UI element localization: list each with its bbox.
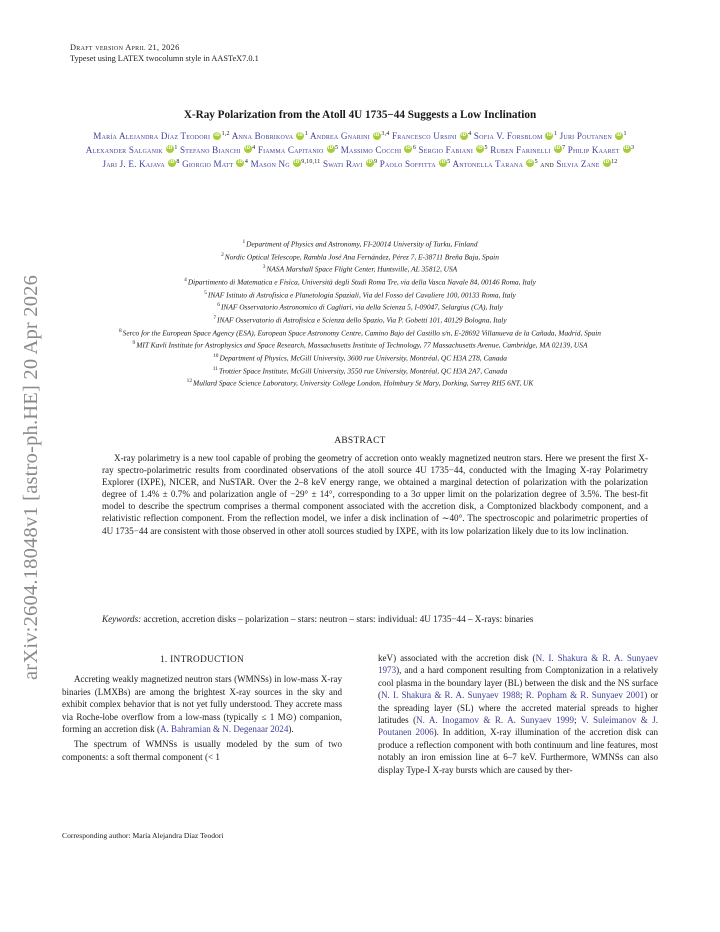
- keywords: [102, 613, 702, 625]
- orcid-icon[interactable]: [476, 145, 484, 153]
- orcid-icon[interactable]: [460, 132, 468, 140]
- author-affiliation-marker: 9: [374, 158, 378, 165]
- orcid-icon[interactable]: [623, 145, 631, 153]
- author-name[interactable]: Paolo Soffitta iD $^5$: [380, 159, 451, 169]
- orcid-icon[interactable]: [236, 159, 244, 167]
- author-name[interactable]: Antonella Tarana iD $^5$: [452, 159, 537, 169]
- citation-link[interactable]: R. Popham & R. Sunyaev 2001: [525, 690, 645, 701]
- orcid-icon[interactable]: [244, 145, 252, 153]
- author-name[interactable]: Fiamma Capitanio iD $^5$: [258, 145, 338, 155]
- affiliation: $^3$NASA Marshall Space Flight Center, Huntsville, AL 35812, USA: [262, 264, 458, 274]
- citation-link[interactable]: N. I. Shakura & R. A. Sunyaev 1973: [378, 653, 658, 676]
- author-name[interactable]: Swati Ravi iD $^9$: [323, 159, 377, 169]
- orcid-icon[interactable]: [439, 159, 447, 167]
- affiliation: $^4$Dipartimento di Matematica e Fisica, Università degli Studi Roma Tre, via della Vasca Navale 84, 00146 Roma, Italy: [184, 277, 536, 287]
- typeset-note: Typeset using LATEX twocolumn style in AASTeX7.0.1: [70, 54, 259, 63]
- author-affiliation-marker: 4: [244, 158, 249, 165]
- citation-link[interactable]: N. I. Shakura & R. A. Sunyaev 1988: [381, 690, 520, 701]
- affiliation: $^{12}$Mullard Space Science Laboratory, University College London, Holmbury St Mary, Dorking, Surrey RH5 6NT, UK: [186, 378, 534, 388]
- affiliation: $^6$INAF Osservatorio Astronomico di Cagliari, via della Scienza 5, I-09047, Selargius (CA), Italy: [217, 302, 503, 312]
- author-affiliation-marker: 5: [484, 144, 488, 151]
- arxiv-identifier[interactable]: arXiv:2604.18048v1 [astro-ph.HE] 20 Apr 2026: [20, 274, 42, 680]
- corresponding-author: Corresponding author: María Alejandra Díaz Teodori: [62, 831, 224, 840]
- intro-paragraph-2: The spectrum of WMNSs is usually modeled by the sum of two components: a soft thermal component (< 1: [62, 739, 342, 762]
- author-affiliation-marker: 6: [412, 144, 417, 151]
- orcid-icon[interactable]: [293, 159, 301, 167]
- author-affiliation-marker: 4: [252, 144, 256, 151]
- orcid-icon[interactable]: [615, 132, 623, 140]
- left-column: [62, 652, 342, 766]
- draft-version: Draft version April 21, 2026: [70, 43, 180, 52]
- author-name[interactable]: Sofia V. Forsblom iD $^1$: [474, 131, 557, 141]
- author-name[interactable]: María Alejandra Díaz Teodori iD $^{1,2}$: [93, 131, 229, 141]
- orcid-icon[interactable]: [373, 132, 381, 140]
- author-name[interactable]: Sergio Fabiani iD $^5$: [419, 145, 488, 155]
- orcid-icon[interactable]: [296, 132, 304, 140]
- orcid-icon[interactable]: [213, 132, 221, 140]
- orcid-icon[interactable]: [166, 145, 174, 153]
- author-name[interactable]: Francesco Ursini iD $^4$: [392, 131, 471, 141]
- author-name[interactable]: Silvia Zane iD $^{12}$: [556, 159, 617, 169]
- author-affiliation-marker: 9,10,11: [301, 158, 321, 165]
- author-name[interactable]: Juri Poutanen iD $^1$: [560, 131, 627, 141]
- author-affiliation-marker: 3: [631, 144, 635, 151]
- affiliation: $^1$Department of Physics and Astronomy, FI-20014 University of Turku, Finland: [242, 239, 478, 249]
- author-affiliation-marker: 4: [468, 131, 472, 137]
- author-name[interactable]: Anna Bobrikova iD $^1$: [232, 131, 308, 141]
- intro-paragraph-1: Accreting weakly magnetized neutron stars (WMNSs) in low-mass X-ray binaries (LMXBs) are among the brightest X-ray sources in the sky and exhibit complex behavior that is not yet fully understood. They accrete mass via Roche-lobe overflow from a low-mass (typically ≤ 1 M⊙) companion, forming an accretion disk (A. Bahramian & N. Degenaar 2024).: [62, 674, 342, 735]
- paper-title: X-Ray Polarization from the Atoll 4U 1735−44 Suggests a Low Inclination: [183, 109, 537, 121]
- author-affiliation-marker: 5: [335, 144, 339, 151]
- orcid-icon[interactable]: [327, 145, 335, 153]
- author-and: and: [540, 158, 554, 169]
- author-name[interactable]: Stefano Bianchi iD $^4$: [180, 145, 255, 155]
- abstract-text: X-ray polarimetry is a new tool capable of probing the geometry of accretion onto weakly magnetized neutron stars. Here we present the first X-ray spectro-polarimetric results from coordinated observations of the atoll source 4U 1735−44, conducted with the Imaging X-ray Polarimetry Explorer (IXPE), NICER, and NuSTAR. Over the 2–8 keV energy range, we obtained a marginal detection of polarization with the polarization degree of 1.4% ± 0.7% and polarization angle of −29° ± 14°, corresponding to a 3σ upper limit on the polarization degree of 3.5%. The best-fit model to describe the spectrum comprises a thermal component associated with the accretion disk, a Comptonized blackbody component, and a relativistic reflection component. From the reflection model, we infer a disk inclination of ∼40°. The spectroscopic and polarimetric properties of 4U 1735−44 are consistent with those observed in other atoll sources studied by IXPE, with its low polarization likely due to its low inclination.: [102, 453, 648, 536]
- author-name[interactable]: Ruben Farinelli iD $^7$: [490, 145, 565, 155]
- keywords-text: accretion, accretion disks – polarization – stars: neutron – stars: individual: 4U 1735−44 – X-rays: binaries: [143, 614, 534, 624]
- author-affiliation-marker: 1: [174, 144, 178, 151]
- affiliation: $^5$INAF Istituto di Astrofisica e Planetologia Spaziali, Via del Fosso del Cavaliere 100, 00133 Roma, Italy: [204, 289, 516, 300]
- affiliation: $^7$INAF Osservatorio di Astrofisica e Scienza dello Spazio, Via P. Gobetti 101, 40129 Bologna, Italy: [213, 315, 507, 325]
- orcid-icon[interactable]: [366, 159, 374, 167]
- author-name[interactable]: Jari J. E. Kajava iD $^8$: [103, 159, 180, 169]
- author-affiliation-marker: 5: [534, 158, 538, 165]
- author-name[interactable]: Giorgio Matt iD $^4$: [182, 159, 248, 169]
- author-list: [70, 129, 650, 171]
- citation-link[interactable]: A. Bahramian & N. Degenaar 2024: [159, 724, 289, 735]
- citation-link[interactable]: V. Suleimanov & J. Poutanen 2006: [378, 715, 659, 738]
- intro-paragraph-2-cont: keV) associated with the accretion disk (N. I. Shakura & R. A. Sunyaev 1973), and a hard component resulting from Comptonization in a relatively cool plasma in the boundary layer (BL) between the disk and the NS surface (N. I. Shakura & R. A. Sunyaev 1988; R. Popham & R. Sunyaev 2001) or the spreading layer (SL) where the accreted material spreads to higher latitudes (N. A. Inogamov & R. A. Sunyaev 1999; V. Suleimanov & J. Poutanen 2006). In addition, X-ray illumination of the accretion disk can produce a reflection component with both continuum and line features, most notably an iron emission line at 6–7 keV. Furthermore, WMNSs can also display Type-I X-ray bursts which are caused by ther-: [378, 653, 659, 775]
- author-affiliation-marker: 1: [553, 131, 558, 137]
- author-affiliation-marker: 8: [176, 158, 180, 165]
- running-header: [70, 42, 259, 64]
- affiliation: $^2$Nordic Optical Telescope, Rambla José Ana Fernández, Pérez 7, E-38711 Breña Baja, Spain: [221, 251, 499, 262]
- affiliation-list: [54, 237, 666, 389]
- affiliation: $^8$Serco for the European Space Agency (ESA), European Space Astronomy Centre, Camino Bajo del Castillo s/n, E-28692 Villanueva de la Cañada, Madrid, Spain: [118, 327, 602, 338]
- keywords-label: Keywords:: [102, 614, 142, 624]
- author-affiliation-marker: 1: [304, 131, 309, 137]
- abstract-heading: ABSTRACT: [334, 436, 386, 446]
- author-name[interactable]: Philip Kaaret iD $^3$: [568, 145, 635, 155]
- orcid-icon[interactable]: [545, 132, 553, 140]
- orcid-icon[interactable]: [603, 159, 611, 167]
- author-name[interactable]: Andrea Gnarini iD $^{3,4}$: [310, 131, 389, 141]
- orcid-icon[interactable]: [554, 145, 562, 153]
- section-heading-introduction: 1. INTRODUCTION: [159, 655, 245, 665]
- citation-link[interactable]: N. A. Inogamov & R. A. Sunyaev 1999: [416, 715, 575, 726]
- orcid-icon[interactable]: [168, 159, 176, 167]
- orcid-icon[interactable]: [404, 145, 412, 153]
- affiliation: $^9$MIT Kavli Institute for Astrophysics and Space Research, Massachusetts Institute of Technology, 77 Massachusetts Avenue, Cambridge, MA 02139, USA: [132, 340, 588, 350]
- author-affiliation-marker: 12: [611, 158, 618, 165]
- author-name[interactable]: Massimo Cocchi iD $^6$: [341, 145, 416, 155]
- affiliation: $^{11}$Trottier Space Institute, McGill University, 3550 rue University, Montréal, QC H3A 2A7, Canada: [212, 365, 508, 376]
- author-name[interactable]: Mason Ng iD $^{9,10,11}$: [251, 159, 321, 169]
- right-column: [378, 652, 658, 779]
- author-affiliation-marker: 1: [623, 131, 627, 137]
- author-affiliation-marker: 5: [447, 158, 451, 165]
- affiliation: $^{10}$Department of Physics, McGill University, 3600 rue University, Montréal, QC H3A 2T8, Canada: [213, 353, 507, 363]
- author-affiliation-marker: 3,4: [381, 131, 390, 137]
- author-name[interactable]: Alexander Salganik iD $^1$: [86, 145, 178, 155]
- author-affiliation-marker: 7: [562, 144, 566, 151]
- orcid-icon[interactable]: [526, 159, 534, 167]
- author-affiliation-marker: 1,2: [221, 131, 230, 137]
